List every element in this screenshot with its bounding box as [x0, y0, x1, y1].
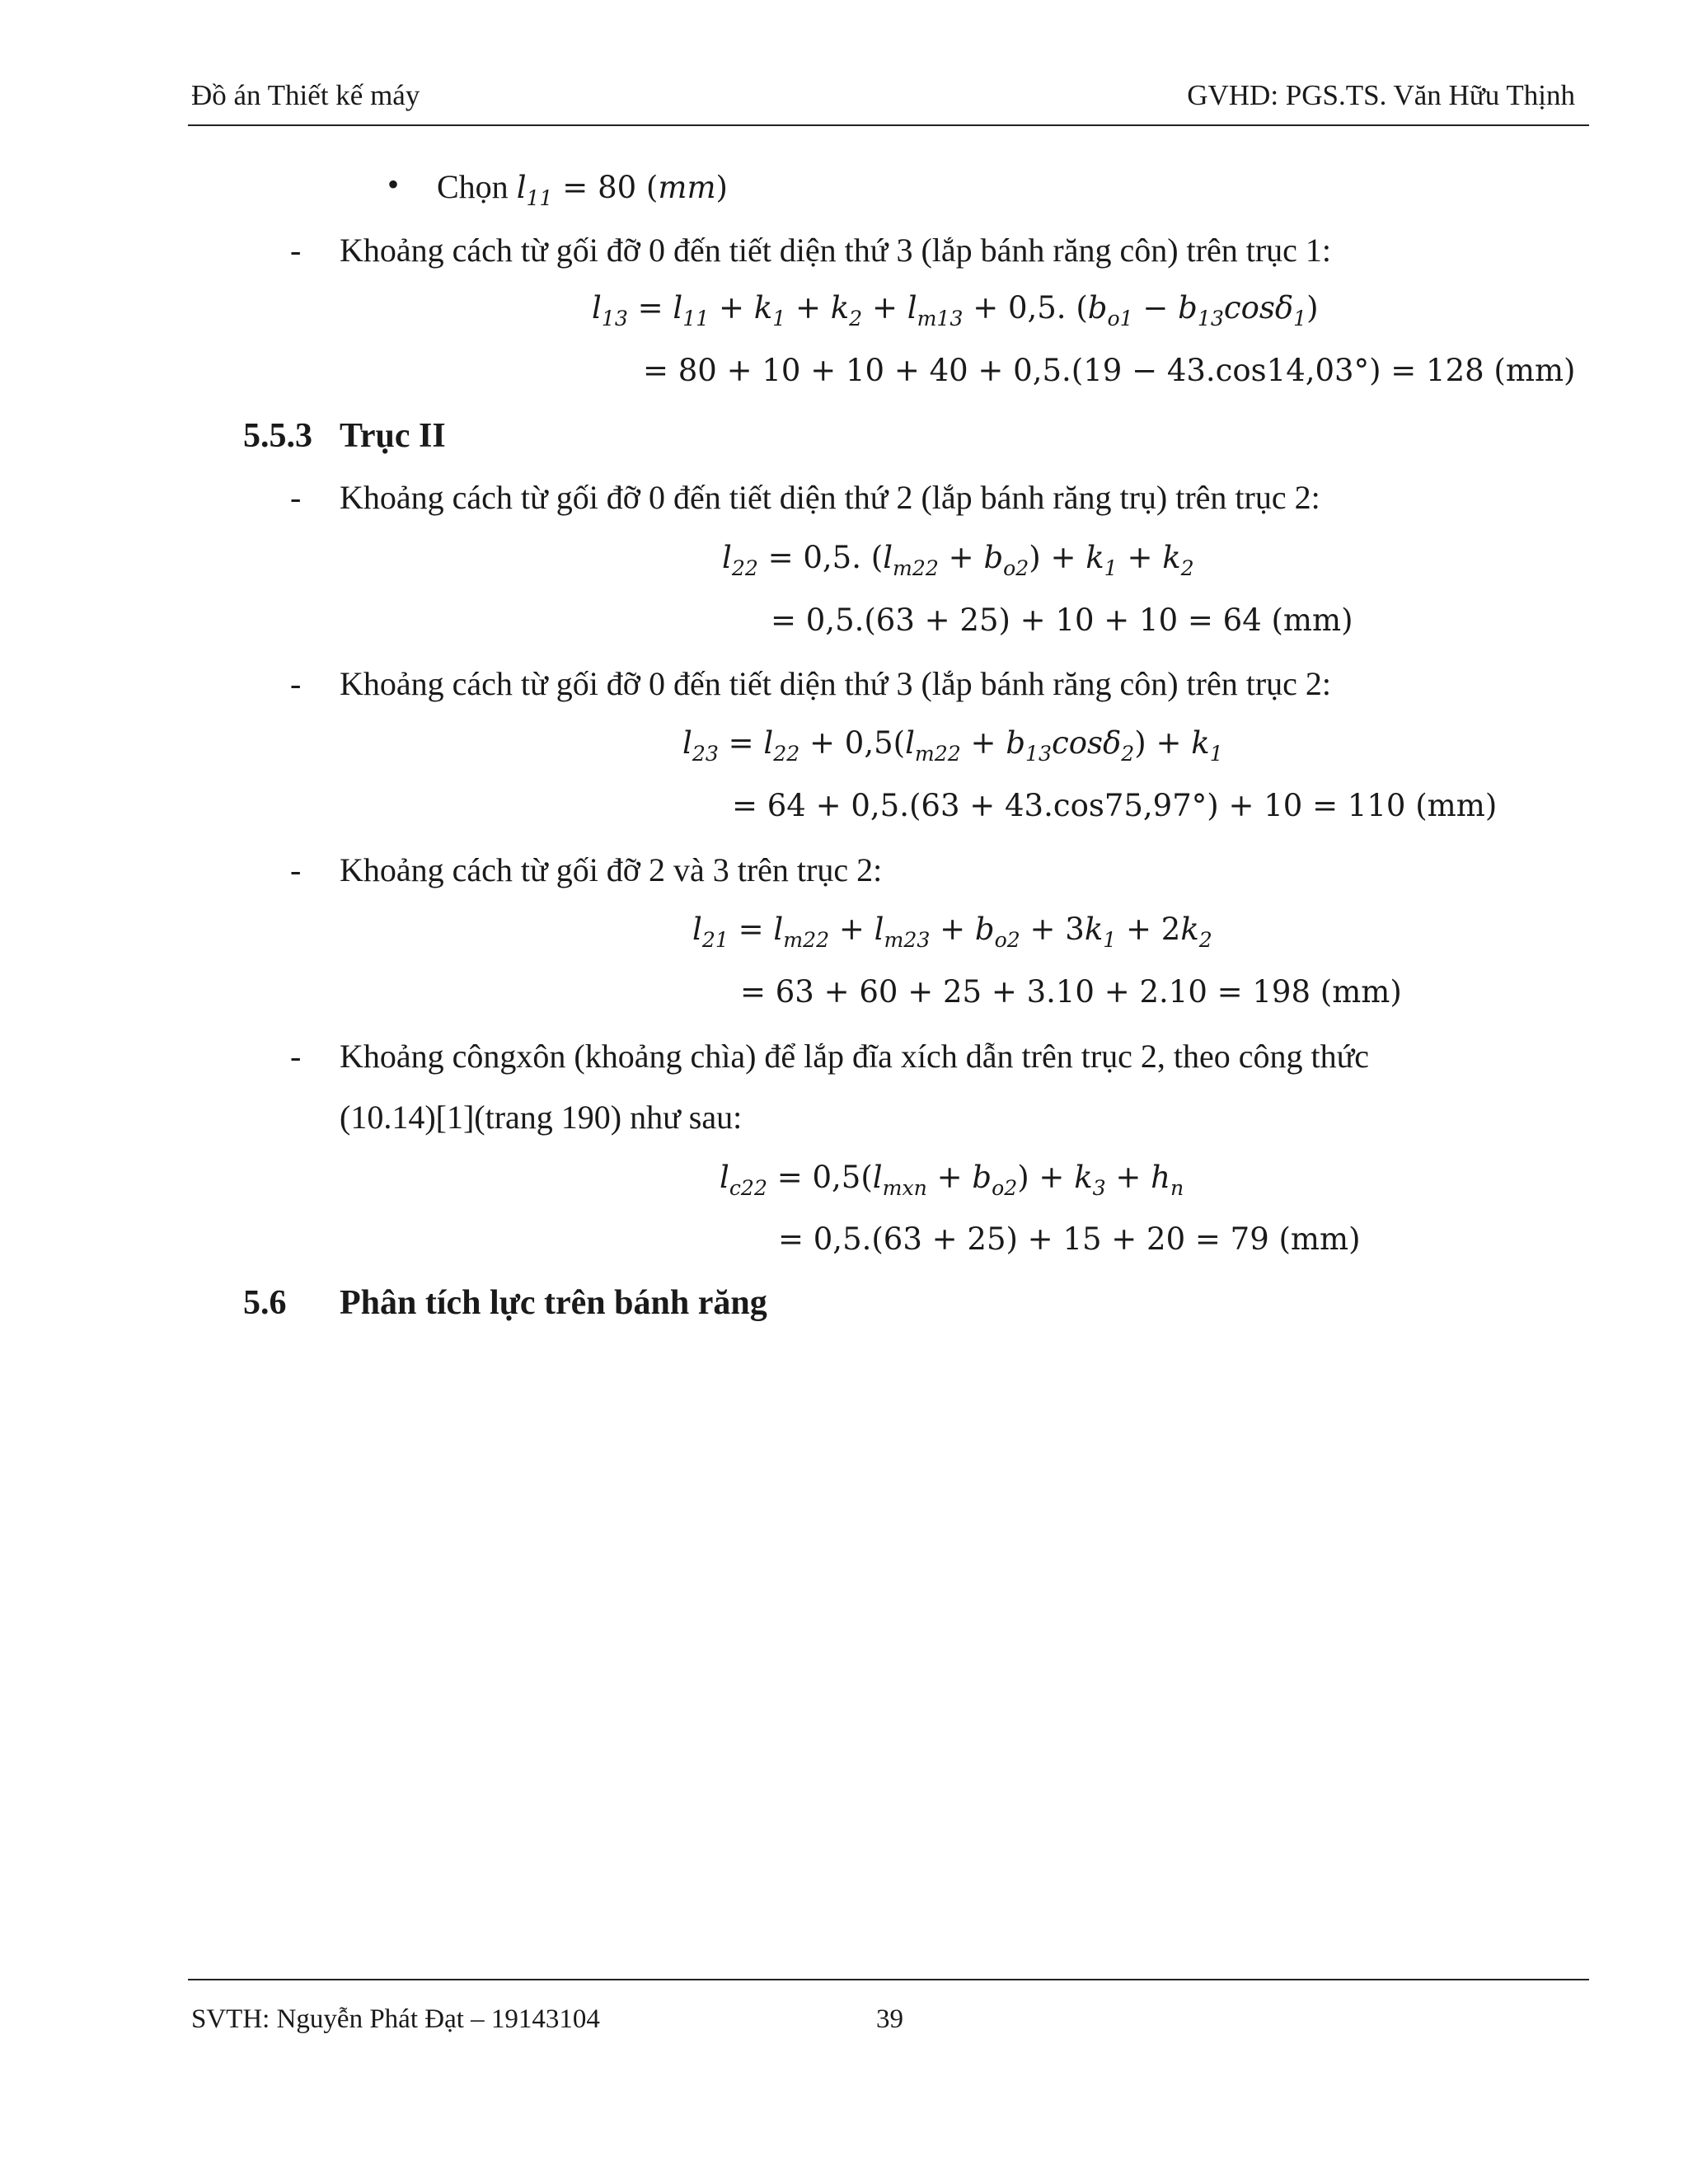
dash-marker: - — [290, 665, 302, 702]
footer-page-number: 39 — [876, 2004, 903, 2034]
footer-student: SVTH: Nguyễn Phát Đạt – 19143104 — [191, 2004, 600, 2034]
bullet-row — [437, 167, 728, 210]
bullet-dot: • — [387, 166, 400, 203]
bullet-label: Chọn — [437, 168, 509, 205]
item-5-text-line-2: (10.14)[1](trang 190) như sau: — [340, 1099, 743, 1136]
equation-l13-value: = 80 + 10 + 10 + 40 + 0,5.(19 − 43.cos14,03°) = 128 (mm) — [643, 353, 1576, 388]
section-5-6-title: Phân tích lực trên bánh răng — [340, 1284, 767, 1322]
section-5-6-number: 5.6 — [243, 1284, 287, 1322]
bullet-formula: $l_{11} = 80$ (mm) — [516, 170, 728, 210]
header-left-title: Đồ án Thiết kế máy — [191, 79, 420, 111]
equation-l22: $l_{22} = 0,5$. $(l_{m22} + b_{o2}) + k_1 + k_2$ — [722, 540, 1194, 580]
item-5-text-line-1: Khoảng côngxôn (khoảng chìa) để lắp đĩa xích dẫn trên trục 2, theo công thức — [340, 1038, 1370, 1075]
dash-marker: - — [290, 851, 302, 888]
equation-l23: $l_{23} = l_{22} + 0,5(l_{m22} + b_{13}\cos\delta_2) + k_1$ — [682, 725, 1223, 766]
item-2-text: Khoảng cách từ gối đỡ 0 đến tiết diện thứ 2 (lắp bánh răng trụ) trên trục 2: — [340, 479, 1320, 516]
equation-l23-value: = 64 + 0,5.(63 + 43.cos75,97°) + 10 = 110 (mm) — [732, 788, 1498, 823]
item-4-text: Khoảng cách từ gối đỡ 2 và 3 trên trục 2: — [340, 851, 883, 888]
equation-lc22-value: = 0,5.(63 + 25) + 15 + 20 = 79 (mm) — [778, 1221, 1361, 1257]
equation-l13: $l_{13} = l_{11} + k_1 + k_2 + l_{m13} + 0,5$. $(b_{o1} - b_{13}\cos\delta_1)$ — [592, 290, 1319, 330]
equation-l22-value: = 0,5.(63 + 25) + 10 + 10 = 64 (mm) — [771, 602, 1353, 638]
dash-marker: - — [290, 232, 302, 269]
header-right-advisor: GVHD: PGS.TS. Văn Hữu Thịnh — [1187, 79, 1575, 111]
section-5-5-3-title: Trục II — [340, 417, 446, 455]
equation-l21-value: = 63 + 60 + 25 + 3.10 + 2.10 = 198 (mm) — [740, 974, 1402, 1010]
equation-lc22: $l_{c22} = 0,5(l_{mxn} + b_{o2}) + k_3 + h_n$ — [720, 1160, 1184, 1200]
item-3-text: Khoảng cách từ gối đỡ 0 đến tiết diện thứ 3 (lắp bánh răng côn) trên trục 2: — [340, 665, 1332, 702]
dash-marker: - — [290, 479, 302, 516]
section-5-5-3-number: 5.5.3 — [243, 417, 312, 455]
equation-l21: $l_{21} = l_{m22} + l_{m23} + b_{o2} + 3k_1 + 2k_2$ — [692, 912, 1212, 952]
dash-marker: - — [290, 1038, 302, 1075]
footer-divider — [188, 1979, 1589, 1980]
item-1-text: Khoảng cách từ gối đỡ 0 đến tiết diện thứ 3 (lắp bánh răng côn) trên trục 1: — [340, 232, 1332, 269]
header-divider — [188, 124, 1589, 126]
